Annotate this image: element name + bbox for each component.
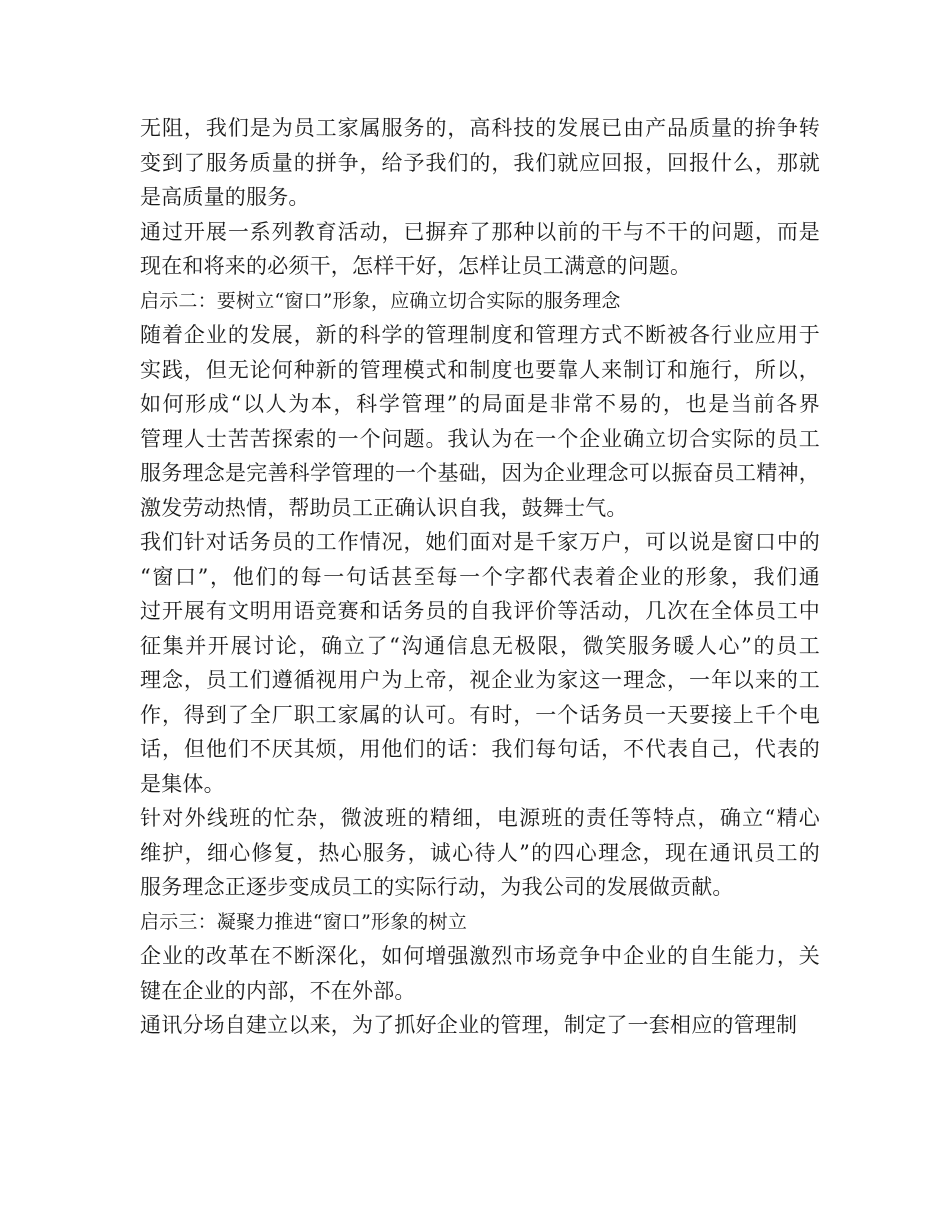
text-line: 过开展有文明用语竞赛和话务员的自我评价等活动，几次在全体员工中 (140, 599, 820, 623)
text-line: 服务理念是完善科学管理的一个基础，因为企业理念可以振奋员工精神， (140, 461, 820, 485)
text-line: 现在和将来的必须干，怎样干好，怎样让员工满意的问题。 (140, 254, 692, 278)
text-line: 是集体。 (140, 771, 225, 796)
text-line: “窗口”，他们的每一句话甚至每一个字都代表着企业的形象，我们通 (140, 564, 820, 589)
text-line: 维护，细心修复，热心服务，诚心待人”的四心理念，现在通讯员工的 (140, 840, 820, 865)
text-line: 企业的改革在不断深化，如何增强激烈市场竞争中企业的自生能力，关 (140, 944, 820, 968)
document-body (140, 111, 820, 1043)
body-paragraph (140, 111, 820, 215)
body-paragraph (140, 801, 820, 905)
text-line: 启示二：要树立“窗口”形象，应确立切合实际的服务理念 (140, 289, 621, 312)
body-paragraph (140, 1008, 820, 1043)
text-line: 管理人士苦苦探索的一个问题。我认为在一个企业确立切合实际的员工 (140, 426, 820, 451)
text-line: 征集并开展讨论，确立了“沟通信息无极限，微笑服务暖人心”的员工 (140, 633, 820, 658)
text-line: 变到了服务质量的拼争，给予我们的，我们就应回报，回报什么，那就 (140, 150, 820, 175)
body-paragraph (140, 525, 820, 801)
text-line: 通讯分场自建立以来，为了抓好企业的管理，制定了一套相应的管理制 (140, 1013, 798, 1037)
section-heading (140, 905, 820, 940)
text-line: 针对外线班的忙杂，微波班的精细，电源班的责任等特点，确立“精心 (140, 806, 820, 830)
text-line: 是高质量的服务。 (140, 185, 310, 209)
text-line: 服务理念正逐步变成员工的实际行动，为我公司的发展做贡献。 (140, 875, 734, 899)
body-paragraph (140, 318, 820, 525)
body-paragraph (140, 939, 820, 1008)
text-line: 通过开展一系列教育活动，已摒弃了那种以前的干与不干的问题，而是 (140, 219, 820, 244)
section-heading (140, 284, 820, 319)
text-line: 如何形成“以人为本，科学管理”的局面是非常不易的，也是当前各界 (140, 392, 820, 416)
text-line: 键在企业的内部，不在外部。 (140, 978, 416, 1003)
text-line: 我们针对话务员的工作情况，她们面对是千家万户，可以说是窗口中的 (140, 530, 820, 554)
text-line: 激发劳动热情，帮助员工正确认识自我，鼓舞士气。 (140, 495, 628, 520)
body-paragraph (140, 215, 820, 284)
text-line: 话，但他们不厌其烦，用他们的话：我们每句话，不代表自己，代表的 (140, 737, 820, 761)
text-line: 启示三：凝聚力推进“窗口”形象的树立 (140, 910, 468, 933)
text-line: 作，得到了全厂职工家属的认可。有时，一个话务员一天要接上千个电 (140, 702, 820, 727)
text-line: 随着企业的发展，新的科学的管理制度和管理方式不断被各行业应用于 (140, 323, 820, 347)
text-line: 理念，员工们遵循视用户为上帝，视企业为家这一理念，一年以来的工 (140, 668, 820, 692)
text-line: 无阻，我们是为员工家属服务的，高科技的发展已由产品质量的拚争转 (140, 116, 820, 140)
text-line: 实践，但无论何种新的管理模式和制度也要靠人来制订和施行，所以， (140, 357, 820, 382)
